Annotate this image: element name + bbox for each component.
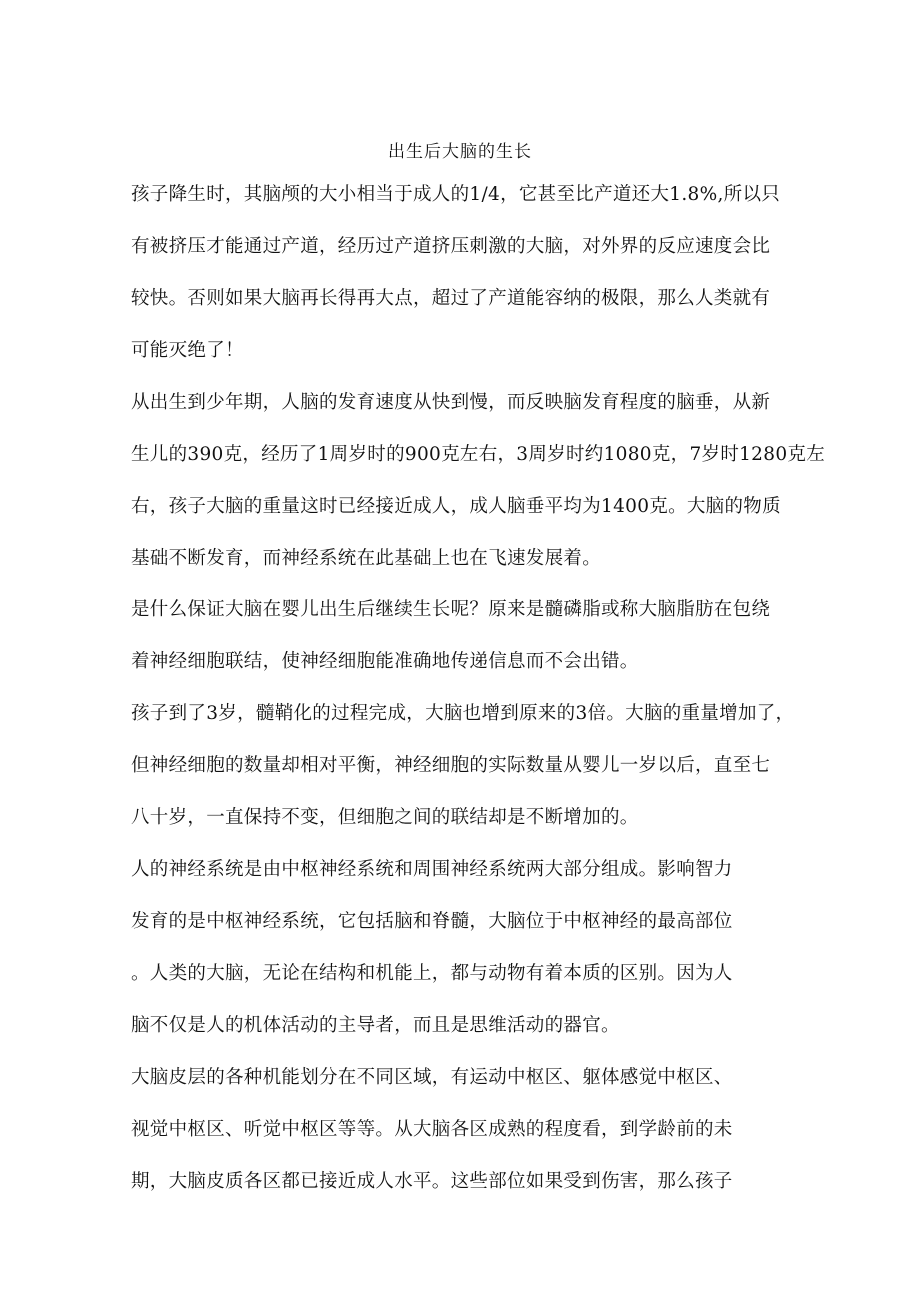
text-line: 有被挤压才能通过产道，经历过产道挤压刺激的大脑，对外界的反应速度会比 (131, 236, 771, 257)
text-line: 可能灭绝了！ (131, 340, 244, 361)
text-line: 着神经细胞联结，使神经细胞能准确地传递信息而不会出错。 (131, 651, 639, 672)
text-line: 发育的是中枢神经系统，它包括脑和脊髓，大脑位于中枢神经的最高部位 (131, 911, 733, 932)
text-line: 右，孩子大脑的重量这时已经接近成人，成人脑垂平均为1400克。大脑的物质 (131, 496, 781, 517)
text-line: 八十岁，一直保持不变，但细胞之间的联结却是不断增加的。 (131, 807, 639, 828)
text-line: 生儿的390克，经历了1周岁时的900克左右，3周岁时约1080克，7岁时1280克左 (131, 444, 825, 465)
text-line: 较快。否则如果大脑再长得再大点，超过了产道能容纳的极限，那么人类就有 (131, 288, 771, 309)
text-line: 但神经细胞的数量却相对平衡，神经细胞的实际数量从婴儿一岁以后，直至七 (131, 755, 771, 776)
text-line: 期，大脑皮质各区都已接近成人水平。这些部位如果受到伤害，那么孩子 (131, 1171, 733, 1192)
text-line: 视觉中枢区、听觉中枢区等等。从大脑各区成熟的程度看，到学龄前的未 (131, 1119, 733, 1140)
text-line: 是什么保证大脑在婴儿出生后继续生长呢？原来是髓磷脂或称大脑脂肪在包绕 (131, 599, 771, 620)
text-line: 脑不仅是人的机体活动的主导者，而且是思维活动的器官。 (131, 1015, 620, 1036)
text-line: 人的神经系统是由中枢神经系统和周围神经系统两大部分组成。影响智力 (131, 859, 733, 880)
text-line: 大脑皮层的各种机能划分在不同区域，有运动中枢区、躯体感觉中枢区、 (131, 1067, 733, 1088)
text-line: 。人类的大脑，无论在结构和机能上，都与动物有着本质的区别。因为人 (131, 963, 733, 984)
text-line: 基础不断发育，而神经系统在此基础上也在飞速发展着。 (131, 548, 602, 569)
document-title: 出生后大脑的生长 (388, 142, 532, 162)
text-line: 孩子到了3岁，髓鞘化的过程完成，大脑也增到原来的3倍。大脑的重量增加了， (131, 703, 795, 724)
text-line: 孩子降生时，其脑颅的大小相当于成人的1/4，它甚至比产道还大1.8%,所以只 (131, 184, 781, 205)
text-line: 从出生到少年期，人脑的发育速度从快到慢，而反映脑发育程度的脑垂，从新 (131, 392, 771, 413)
